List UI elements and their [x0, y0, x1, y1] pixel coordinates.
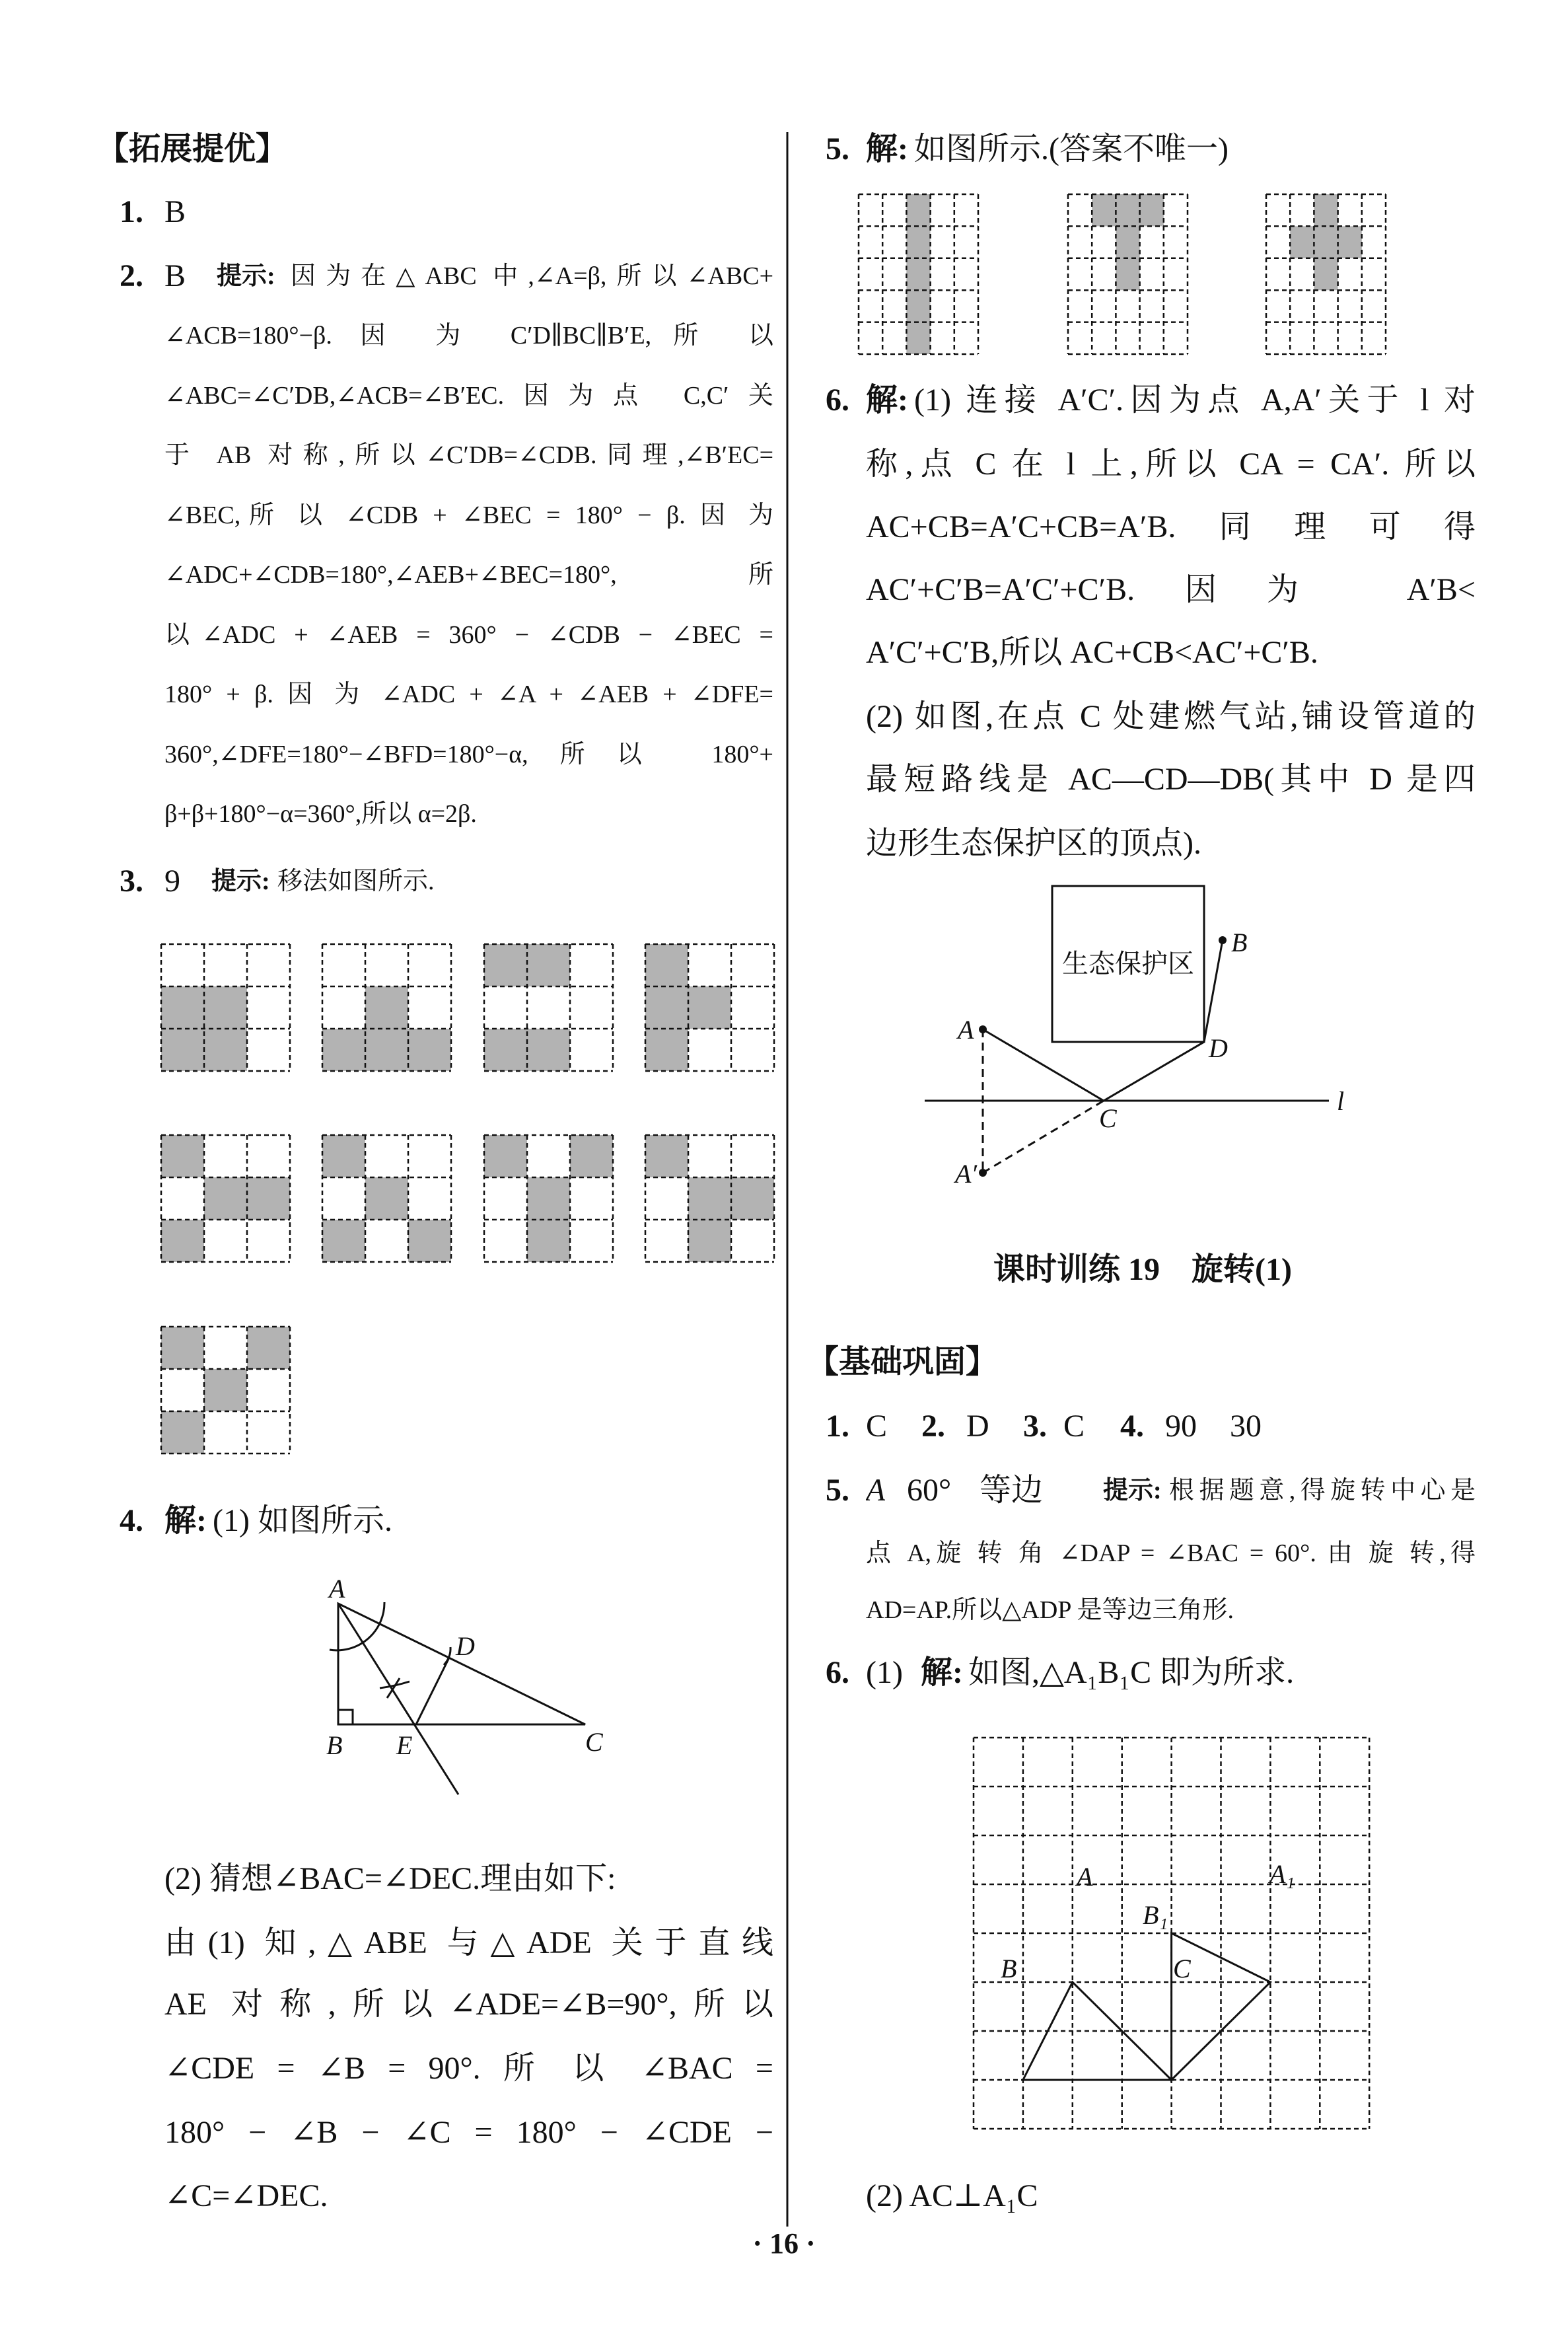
- question-number: 2.: [120, 258, 143, 293]
- label-b: B: [1231, 928, 1248, 957]
- label-c: C: [585, 1727, 603, 1757]
- question-number: 3.: [120, 864, 143, 899]
- solution-text: 如图,△A₁B₁C 即为所求.: [968, 1655, 1295, 1690]
- solution-line: AC′+C′B=A′C′+C′B.因为 A′B<: [866, 572, 1476, 607]
- move-grid-2: [322, 944, 451, 1071]
- hint-line: 根据题意,得旋转中心是: [1169, 1477, 1476, 1504]
- question-number: 3.: [1023, 1409, 1047, 1444]
- shaded-cell: [688, 1220, 731, 1262]
- triangle-abc: [338, 1604, 585, 1724]
- solution-line: 称,点 C 在 l 上,所以 CA = CA′. 所以: [866, 447, 1476, 482]
- shaded-cell: [365, 986, 408, 1029]
- shaded-cell: [161, 1327, 204, 1369]
- section-heading-extension: 【拓展提优】: [97, 131, 288, 166]
- shape-grid-3: [1266, 194, 1386, 354]
- solution-line: ∠CDE = ∠B = 90°. 所 以 ∠BAC =: [164, 2051, 773, 2086]
- solution-text: (2) AC⊥A₁C: [866, 2178, 1038, 2213]
- shaded-cell: [1314, 194, 1337, 226]
- label-a1: A₁: [1269, 1859, 1295, 1889]
- shaded-cell: [365, 1029, 408, 1071]
- triangle-a1b1c: [1172, 1933, 1271, 2080]
- move-grid-6: [322, 1135, 451, 1262]
- solution-text: (1) 如图所示.: [213, 1503, 392, 1538]
- shaded-cell: [527, 1220, 570, 1262]
- hint-line: 于 AB 对称,所以∠C′DB=∠CDB.同理,∠B′EC=: [164, 441, 773, 469]
- solution-line: (2) 如图,在点 C 处建燃气站,铺设管道的: [866, 699, 1476, 734]
- shortest-route: [983, 940, 1223, 1101]
- hint-label: 提示:: [1103, 1477, 1162, 1504]
- question-number: 5.: [826, 131, 849, 166]
- solution-line: 由(1) 知,△ABE 与△ADE 关于直线: [164, 1925, 773, 1960]
- a-prime-c-dash: [983, 1101, 1104, 1173]
- shaded-cell: [204, 1177, 247, 1220]
- right-angle-mark: [338, 1710, 353, 1724]
- solution-line: A′C′+C′B,所以 AC+CB<AC′+C′B.: [866, 635, 1318, 670]
- move-grid-8: [645, 1135, 774, 1262]
- shaded-cell: [1140, 194, 1164, 226]
- question-number: 5.: [826, 1473, 849, 1508]
- solution-line: (1) 连接 A′C′.因为点 A,A′关于 l 对: [914, 383, 1476, 418]
- point-a: [979, 1025, 987, 1033]
- rotation-triangles: [1023, 1933, 1271, 2080]
- shape-grid-1: [859, 194, 978, 354]
- label-e: E: [396, 1730, 413, 1760]
- hint-line: 以∠ADC + ∠AEB = 360° − ∠CDB − ∠BEC =: [164, 621, 773, 649]
- point-b: [1219, 936, 1227, 944]
- hint-line: ∠ABC=∠C′DB,∠ACB=∠B′EC.因为点 C,C′关: [164, 382, 773, 410]
- shaded-cell: [1116, 226, 1139, 258]
- shaded-cell: [408, 1220, 451, 1262]
- hint-line: ∠ADC+∠CDB=180°,∠AEB+∠BEC=180°,所: [164, 561, 773, 589]
- solution-line: 边形生态保护区的顶点).: [866, 826, 1201, 861]
- shaded-cell: [645, 944, 688, 986]
- solution-line: 180° − ∠B − ∠C = 180° − ∠CDE −: [164, 2115, 773, 2150]
- shaded-cell: [408, 1029, 451, 1071]
- shaded-cell: [906, 290, 930, 322]
- segment-ed: [416, 1658, 449, 1724]
- shaded-cell: [484, 1135, 527, 1177]
- shaded-cell: [570, 1135, 613, 1177]
- hint-line: AD=AP.所以△ADP 是等边三角形.: [866, 1596, 1234, 1624]
- shaded-cell: [1314, 258, 1337, 290]
- shaded-cell: [161, 1135, 204, 1177]
- solution-line: 最短路线是 AC—CD—DB(其中 D 是四: [866, 762, 1476, 797]
- shaded-cell: [1314, 226, 1337, 258]
- label-d: D: [456, 1631, 475, 1661]
- shaded-cell: [484, 944, 527, 986]
- hint-line: 360°,∠DFE=180°−∠BFD=180°−α,所以 180°+: [164, 741, 773, 768]
- hint-line: 因为在△ABC 中,∠A=β,所以∠ABC+: [291, 262, 773, 290]
- solution-line: AC+CB=A′C+CB=A′B.同理可得: [866, 509, 1476, 544]
- shaded-cell: [161, 1411, 204, 1454]
- solution-line: AE 对称,所以∠ADE=∠B=90°,所以: [164, 1987, 773, 2022]
- answer: B: [164, 258, 186, 293]
- question-number: 4.: [120, 1503, 143, 1538]
- answer: 等边: [980, 1473, 1044, 1508]
- label-a: A: [1077, 1862, 1093, 1892]
- answer: 60°: [907, 1473, 952, 1508]
- point-a-prime: [979, 1169, 987, 1177]
- question-number: 1.: [826, 1409, 849, 1444]
- solution-label: 解:: [921, 1655, 963, 1690]
- construction-arc-cross-2: [387, 1678, 400, 1698]
- shaded-cell: [1092, 194, 1116, 226]
- hint-line: 180° + β. 因 为 ∠ADC + ∠A + ∠AEB + ∠DFE=: [164, 681, 773, 708]
- rotation-grid: [974, 1738, 1369, 2129]
- rotation-square-grid: [974, 1738, 1369, 2129]
- move-grid-4: [645, 944, 774, 1071]
- construction-arc-cross-1: [380, 1681, 410, 1688]
- shaded-cell: [161, 1220, 204, 1262]
- shaded-cell: [247, 1177, 290, 1220]
- label-b1: B₁: [1143, 1900, 1168, 1930]
- shape-grid-2: [1068, 194, 1188, 354]
- answer: B: [164, 194, 186, 229]
- move-grid-3: [484, 944, 613, 1071]
- construction-arc-d: [444, 1647, 450, 1665]
- shaded-cell: [161, 986, 204, 1029]
- shaded-cell: [688, 986, 731, 1029]
- hint-text: 移法如图所示.: [277, 867, 435, 895]
- shaded-cell: [1116, 194, 1139, 226]
- answer: D: [966, 1409, 989, 1444]
- shaded-cell: [906, 322, 930, 354]
- triangle-abc: [1023, 1982, 1172, 2080]
- shaded-cell: [645, 986, 688, 1029]
- solution-line: ∠C=∠DEC.: [164, 2178, 328, 2213]
- shaded-cell: [161, 1029, 204, 1071]
- solution-line: (2) 猜想∠BAC=∠DEC.理由如下:: [164, 1861, 616, 1896]
- shaded-cell: [906, 226, 930, 258]
- shaded-cell: [1338, 226, 1362, 258]
- move-grid-1: [161, 944, 290, 1071]
- shaded-cell: [204, 986, 247, 1029]
- hint-label: 提示:: [217, 262, 275, 290]
- label-l: l: [1337, 1086, 1345, 1116]
- answer: 9: [164, 864, 180, 899]
- shaded-cell: [204, 1369, 247, 1411]
- shaded-cell: [484, 1029, 527, 1071]
- question-number: 4.: [1120, 1409, 1144, 1444]
- section-heading-basics: 【基础巩固】: [807, 1345, 998, 1380]
- question-number: 6.: [826, 383, 849, 418]
- shaded-cell: [527, 944, 570, 986]
- shaded-cell: [322, 1135, 365, 1177]
- shaded-cell: [247, 1327, 290, 1369]
- move-grid-9: [161, 1327, 290, 1454]
- lesson-title: 课时训练 19 旋转(1): [993, 1252, 1292, 1287]
- solution-text: 如图所示.(答案不唯一): [914, 131, 1229, 166]
- label-a: A: [329, 1574, 345, 1604]
- zone-label: 生态保护区: [1062, 949, 1194, 978]
- question-number: 2.: [921, 1409, 945, 1444]
- part-label: (1): [866, 1655, 903, 1690]
- shaded-cell: [906, 194, 930, 226]
- shaded-cell: [527, 1177, 570, 1220]
- question-number: 1.: [120, 194, 143, 229]
- answer: C: [866, 1409, 888, 1444]
- answer: 30: [1230, 1409, 1262, 1444]
- angle-bisector-ray: [338, 1604, 458, 1794]
- label-d: D: [1209, 1033, 1228, 1063]
- shaded-cell: [1116, 258, 1139, 290]
- shaded-cell: [1290, 226, 1314, 258]
- page-number: · 16 ·: [752, 2227, 816, 2260]
- hint-line: 点 A,旋 转 角 ∠DAP = ∠BAC = 60°. 由 旋 转,得: [866, 1539, 1476, 1567]
- ecological-zone-rect: [1052, 886, 1204, 1042]
- hint-line: β+β+180°−α=360°,所以 α=2β.: [164, 800, 477, 828]
- answer: A: [866, 1473, 886, 1508]
- solution-label: 解:: [164, 1503, 207, 1538]
- answer: C: [1063, 1409, 1085, 1444]
- label-c: C: [1099, 1103, 1117, 1133]
- triangle-construction-figure: [330, 1602, 585, 1794]
- move-grid-7: [484, 1135, 613, 1262]
- question-number: 6.: [826, 1655, 849, 1690]
- label-b: B: [1001, 1954, 1017, 1983]
- shaded-cell: [645, 1135, 688, 1177]
- hint-line: ∠ACB=180°−β. 因 为 C′D∥BC∥B′E,所 以: [164, 322, 773, 350]
- shaded-cell: [645, 1029, 688, 1071]
- pipeline-figure: [925, 886, 1329, 1173]
- label-b: B: [326, 1730, 343, 1760]
- label-a: A: [958, 1015, 974, 1045]
- move-grid-5: [161, 1135, 290, 1262]
- shaded-cell: [688, 1177, 731, 1220]
- shaded-cell: [322, 1029, 365, 1071]
- hint-label: 提示:: [211, 867, 270, 895]
- shaded-cell: [906, 258, 930, 290]
- shaded-cell: [527, 1029, 570, 1071]
- construction-arc: [330, 1602, 384, 1650]
- solution-label: 解:: [866, 383, 908, 418]
- shaded-cell: [204, 1029, 247, 1071]
- shaded-cell: [322, 1220, 365, 1262]
- label-c: C: [1173, 1954, 1191, 1983]
- answer: 90: [1165, 1409, 1197, 1444]
- label-a-prime: A′: [955, 1159, 978, 1189]
- shaded-cell: [731, 1177, 774, 1220]
- solution-label: 解:: [866, 131, 908, 166]
- hint-line: ∠BEC,所 以 ∠CDB + ∠BEC = 180° − β. 因 为: [164, 501, 773, 529]
- shaded-cell: [365, 1177, 408, 1220]
